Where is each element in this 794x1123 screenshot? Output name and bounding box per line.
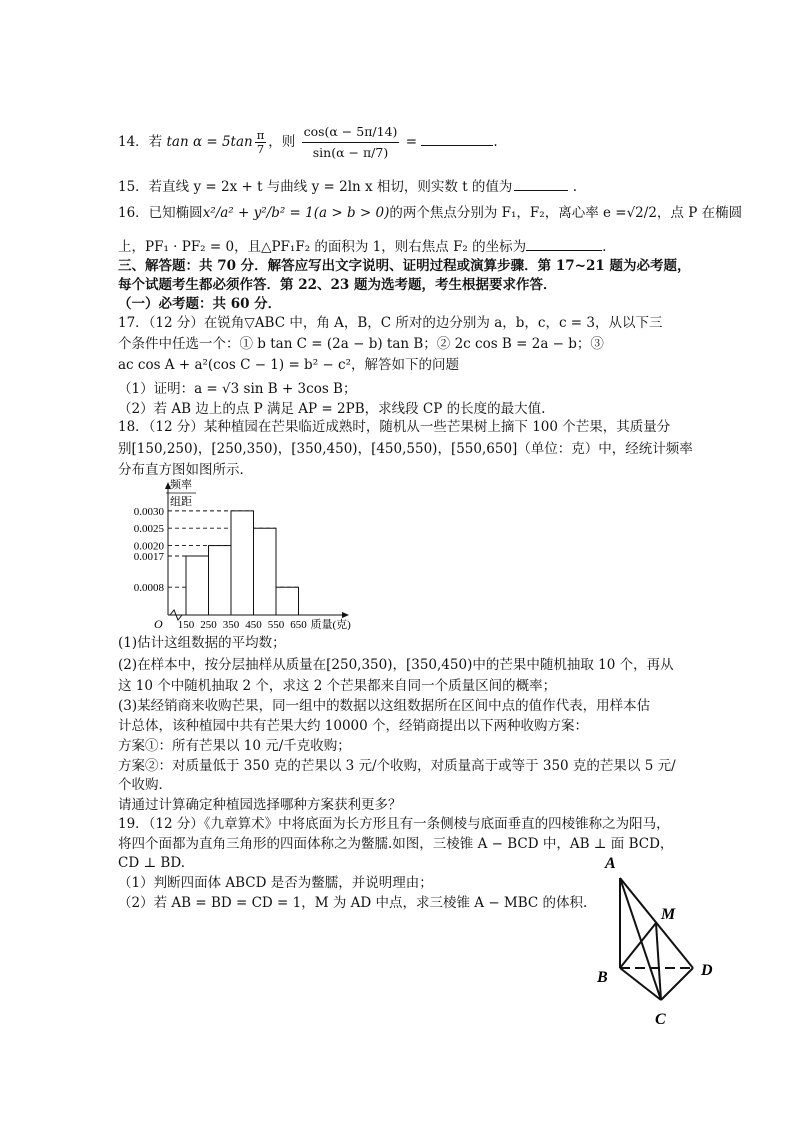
histogram-bar <box>254 528 277 615</box>
q18-plan-b-line1: 方案②：对质量低于 350 克的芒果以 3 元/个收购，对质量高于或等于 350 克的芒果以 5 元/ <box>118 758 676 774</box>
q15-end: . <box>572 179 578 195</box>
q17-part2: （2）若 AB 边上的点 P 满足 AP = 2PB，求线段 CP 的长度的最大值. <box>118 401 546 417</box>
q17-line1: 17．（12 分）在锐角▽ABC 中，角 A，B，C 所对的边分别为 a，b，c，c = 3，从以下三 <box>118 315 663 331</box>
q16-end: . <box>602 239 607 255</box>
q14-prefix: 14．若 <box>118 134 163 150</box>
q14-condition: tan α = 5tan <box>166 134 253 150</box>
vertex-label-C: C <box>655 1011 666 1028</box>
q18-sub2-line2: 这 10 个中随机抽取 2 个，求这 2 个芒果都来自同一个质量区间的概率； <box>118 678 557 694</box>
q19-line3: CD ⊥ BD. <box>118 855 185 871</box>
edge-CD <box>661 968 693 1000</box>
vertex-label-A: A <box>605 855 616 872</box>
x-tick-label: 450 <box>245 619 262 631</box>
x-tick-label: 550 <box>267 619 285 631</box>
q19-part2: （2）若 AB = BD = CD = 1，M 为 AD 中点，求三棱锥 A − MBC 的体积. <box>118 895 588 911</box>
q14-end: . <box>493 134 498 150</box>
q18-line1: 18．（12 分）某种植园在芒果临近成熟时，随机从一些芒果树上摘下 100 个芒果，其质量分 <box>118 419 671 435</box>
q16-eccentricity: √2/2 <box>626 205 657 221</box>
q14-then: ，则 <box>268 134 296 150</box>
y-tick-label: 0.0017 <box>133 551 164 563</box>
q15-text: 15．若直线 y = 2x + t 与曲线 y = 2ln x 相切，则实数 t 的值为 <box>118 179 513 195</box>
edge-AC <box>620 878 661 1000</box>
y-axis-label-bottom: 组距 <box>170 496 192 508</box>
q17-line3: ac cos A + a²(cos C − 1) = b² − c²，解答如下的问题 <box>118 357 459 373</box>
histogram-bar <box>231 511 254 615</box>
question-14 <box>118 122 498 163</box>
q19-part1: （1）判断四面体 ABCD 是否为鳖臑，并说明理由； <box>118 875 433 891</box>
answer-blank-15[interactable] <box>514 176 568 191</box>
q18-sub3-line2: 计总体，该种植园中共有芒果大约 10000 个，经销商提出以下两种收购方案： <box>118 718 589 734</box>
q18-sub2-line1: (2)在样本中，按分层抽样从质量在[250,350)，[350,450)中的芒果中随机抽取 10 个，再从 <box>118 657 674 673</box>
q18-sub3-line1: (3)某经销商来收购芒果，同一组中的数据以这组数据所在区间中点的值作代表，用样本估 <box>118 698 651 714</box>
q16-intro: 16．已知椭圆 <box>118 205 203 221</box>
q18-sub1: (1)估计这组数据的平均数； <box>118 635 286 651</box>
q16-condition: 上，PF₁ · PF₂ = 0，且△PF₁F₂ 的面积为 1，则右焦点 F₂ 的坐标为 <box>118 239 527 255</box>
question-16-line1 <box>118 204 742 222</box>
q17-part1: （1）证明：a = √3 sin B + 3cos B； <box>118 381 357 397</box>
q14-numerator: cos(α − 5π/14) <box>302 122 400 143</box>
q18-question: 请通过计算确定种植园选择哪种方案获利更多？ <box>118 797 402 813</box>
q17-line2: 个条件中任选一个：① b tan C = (2a − b) tan B；② 2c cos B = 2a − b；③ <box>118 336 604 352</box>
q18-plan-b-line2: 个收购． <box>118 777 172 793</box>
q14-expression <box>302 122 400 163</box>
x-tick-label: 150 <box>177 619 195 631</box>
q14-pi-over-7 <box>255 129 267 156</box>
y-axis-label-top: 频率 <box>170 479 192 491</box>
tetrahedron-figure <box>585 850 725 1030</box>
q16-point: ，点 P 在椭圆 <box>656 205 743 221</box>
question-16-line2 <box>118 236 606 256</box>
answer-blank-16[interactable] <box>526 236 602 251</box>
q14-frac-num: π <box>256 128 265 142</box>
histogram-bar <box>276 587 299 615</box>
q18-line2: 别[150,250)，[250,350)，[350,450)，[450,550)，[550,650]（单位：克）中，经统计频率 <box>118 441 693 457</box>
question-15 <box>118 176 577 196</box>
x-axis-label: 质量(克) <box>310 619 351 631</box>
x-tick-label: 250 <box>200 619 217 631</box>
q14-equals: = <box>405 134 418 150</box>
frequency-histogram <box>118 477 378 632</box>
q16-ellipse: x²/a² + y²/b² = 1(a > b > 0) <box>202 205 390 221</box>
y-tick-label: 0.0025 <box>133 523 164 536</box>
q19-line2: 将四个面都为直角三角形的四面体称之为鳖臑.如图，三棱锥 A − BCD 中，AB ⊥ 面 BCD， <box>118 836 674 852</box>
y-tick-label: 0.0008 <box>133 582 164 595</box>
y-tick-label: 0.0030 <box>133 505 164 518</box>
origin-label: O <box>154 617 163 631</box>
q14-frac-den: 7 <box>256 142 265 156</box>
q16-foci: 的两个焦点分别为 F₁，F₂，离心率 e = <box>389 205 627 221</box>
section3-heading-2: 每个试题考生都必须作答．第 22、23 题为选考题，考生根据要求作答． <box>118 277 557 293</box>
histogram-bar <box>186 556 209 615</box>
x-tick-label: 650 <box>290 619 307 631</box>
answer-blank-14[interactable] <box>421 131 493 146</box>
x-tick-label: 350 <box>222 619 240 631</box>
q18-plan-a: 方案①：所有芒果以 10 元/千克收购； <box>118 738 351 754</box>
vertex-label-D: D <box>701 962 713 979</box>
x-axis-arrow <box>342 612 349 618</box>
section3-heading-1: 三、解答题：共 70 分．解答应写出文字说明、证明过程或演算步骤．第 17~21 题为必考题， <box>118 258 691 274</box>
histogram-bar <box>209 546 232 615</box>
y-tick-label: 0.0020 <box>133 540 164 553</box>
q19-line1: 19．（12 分）《九章算术》中将底面为长方形且有一条侧棱与底面垂直的四棱锥称之为阳马， <box>118 816 670 832</box>
q18-line3: 分布直方图如图所示． <box>118 462 253 478</box>
q14-denominator: sin(α − π/7) <box>312 145 389 160</box>
point-label-M: M <box>661 906 676 923</box>
section3-subheading: （一）必考题：共 60 分． <box>118 296 282 312</box>
vertex-label-B: B <box>597 969 608 986</box>
